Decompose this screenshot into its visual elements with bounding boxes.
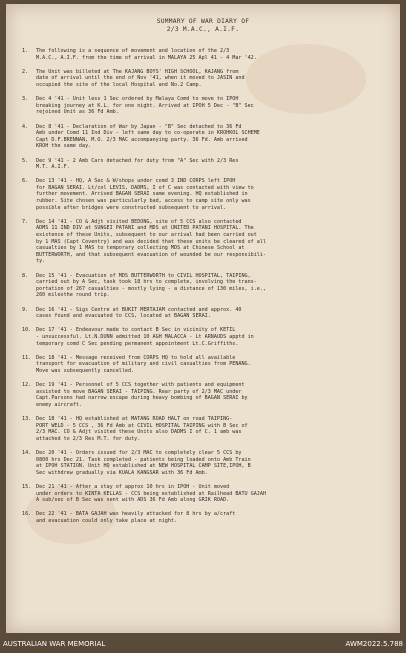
diary-entry	[22, 273, 392, 299]
diary-entry	[22, 96, 392, 116]
diary-entry	[22, 158, 392, 171]
entry-text: Dec 18 '41 - Message received from CORPS HQ to hold all available transport for evacuation of military and civil casualties from PENANG. Move was subsequently cancelled.	[36, 354, 251, 374]
diary-entry	[22, 484, 392, 504]
diary-entry	[22, 511, 392, 524]
diary-entry	[22, 382, 392, 408]
entry-text: Dec 15 '41 - Evacuation of MDS BUTTERWORTH to CIVIL HOSPITAL, TAIPING, carried out by A Sec, task took 18 hrs to complete, involving the trans- portation of 267 casualties - mostly lying - a distance of 130 miles, i.e., 260 milesthe round trip.	[36, 272, 267, 299]
diary-entry	[22, 450, 392, 476]
entry-number: 5.	[22, 157, 29, 164]
document-page	[6, 4, 400, 633]
entry-number: 2.	[22, 68, 29, 75]
document-subtitle: 2/3 M.A.C., A.I.F.	[166, 26, 240, 33]
entry-number: 7.	[22, 218, 29, 225]
entry-text: Dec 21 '41 - After a stay of approx 10 hrs in IPOH - Unit moved under orders to KINTA KELLAS - CCS being established at Railhead BATU GAJAH A sub/sec of B Sec was sent with ADS 36 Fd Amb along GRIK ROAD.	[36, 484, 267, 504]
footer-source: AUSTRALIAN WAR MEMORIAL	[3, 640, 106, 648]
entry-number: 10.	[22, 327, 32, 334]
diary-entry	[22, 219, 392, 265]
entry-text: Dec 8 '41 - Declaration of War by Japan - "B" Sec detached to 36 Fd Amb under Comd 11 Ind Div - left same day to co-operate in KROHKOL SCHEME Capt D.F.BRENNAN, M.O. 2/3 MAC accompanying party. 36 Fd. Amb arrived KROH the same day.	[36, 123, 260, 150]
entry-number: 8.	[22, 272, 29, 279]
diary-entries	[22, 48, 392, 532]
entry-text: Dec 20 '41 - Orders issued for 2/3 MAC to completely clear 5 CCS by 0800 hrs Dec 21. Task completed - patients being loaded onto Amb Train at IPOH STATION. Unit HQ established at NEW HOSPITAL CAMP SITE,IPOH, B Sec withdrew gradually via KUALA KANGSAR with 36 Fd Amb.	[36, 450, 251, 476]
entry-text: The following is a sequence of movement and location of the 2/3 M.A.C., A.I.F. from the time of arrival in MALAYA 25 Apl 41 - 4 Mar '42.	[36, 48, 257, 61]
diary-entry	[22, 124, 392, 150]
entry-number: 11.	[22, 354, 32, 361]
entry-text: The Unit was billeted at The KAJANG BOYS' HIGH SCHOOL, KAJANG from date of arrival until the end of Nov '41, when it moved to JASIN and occupied the site of the local Hospital and No.2 Camp.	[36, 68, 245, 88]
diary-entry	[22, 307, 392, 320]
entry-number: 16.	[22, 511, 32, 518]
entry-number: 13.	[22, 416, 32, 423]
entry-number: 3.	[22, 96, 29, 103]
entry-text: Dec 13 '41 - HQ, A Sec & W/shops under comd 3 IND CORPS left IPOH for BAGAN SERAI. Lt/col LEVIS, DADMS, I of C was contacted with view to further movement. Arrived BAGAN SERAI same evening. HQ established in rubber. Site chosen was particularly bad, access to camp site only was possible after bridges were constructed subsequent to arrival.	[36, 178, 254, 211]
diary-entry	[22, 355, 392, 375]
footer-bar	[0, 636, 406, 653]
diary-entry	[22, 69, 392, 89]
entry-text: Dec 17 '41 - Endeavour made to contact B Sec in vicinity of KETIL - unsuccessful. Lt.N.DUNN admitted 10 AGH MALACCA - Lt ARNAUDS apptd in temporary comd C Sec pending permanent appointment Lt.C.Griffiths.	[36, 327, 254, 347]
diary-entry	[22, 178, 392, 211]
entry-text: Dec 9 '41 - 2 Amb Cars detached for duty from "A" Sec with 2/3 Res M.T. A.I.F.	[36, 157, 239, 171]
diary-entry	[22, 327, 392, 347]
entry-text: Dec 16 '41 - Sigs Centre at BUKIT MERTAJAM contacted and approx. 40 cases found and evacuated to CCS, located at BAGAN SERAI.	[36, 306, 242, 320]
entry-number: 14.	[22, 450, 32, 457]
entry-text: Dec 14 '41 - CO & Adjt visited BEDONG, site of 5 CCS also contacted ADMS 11 IND DIV at SUNGEI PATANI and MDS at UNITED PATANI HOSPITAL. The existence of these Units, subsequent to our arrival had been carried out by 1 MAS (Capt Coventry) and was decided that these units be cleared of all casualties by 1 MAS to temporary collecting MDS at Chinese School at BUTTERWORTH, and that subsequent evacuation of wounded be our responsibili- ty.	[36, 218, 267, 265]
footer-reference: AWM2022.5.788	[345, 640, 403, 648]
entry-number: 12.	[22, 382, 32, 389]
entry-text: Dec 19 '41 - Personnel of 5 CCS together with patients and equipment assisted to move BAGAN SERAI - TAIPING. Rear party of 2/3 MAC under Capt.Parsons had narrow escape during heavy bombing of BAGAN SERAI by enemy aircraft.	[36, 382, 248, 408]
diary-entry	[22, 48, 392, 61]
entry-number: 1.	[22, 48, 29, 54]
entry-number: 4.	[22, 123, 29, 130]
entry-text: Dec 4 '41 - Unit less 1 Sec ordered by Malaya Comd to move to IPOH breaking journey at K.L. for one night. Arrived at IPOH 5 Dec - "B" Sec rejoined Unit as 36 Fd Amb.	[36, 96, 254, 116]
entry-number: 9.	[22, 306, 29, 313]
diary-entry	[22, 416, 392, 442]
entry-text: Dec 22 '41 - BATA GAJAH was heavily attacked for 8 hrs by a/craft and evacuation could only take place at night.	[36, 511, 236, 524]
entry-number: 6.	[22, 178, 29, 185]
entry-text: Dec 18 '41 - HQ established at MATANG ROAD HALT on road TAIPING- PORT WELD - 5 CCS , 36 Fd Amb at CIVIL HOSPITAL TAIPING with B Sec of 2/3 MAC. CO & Adjt visited these Units also DADMS I of C. 1 amb was attached to 2/3 Res M.T. for duty.	[36, 416, 248, 442]
document-title: SUMMARY OF WAR DIARY OF	[156, 18, 250, 25]
entry-number: 15.	[22, 484, 32, 490]
